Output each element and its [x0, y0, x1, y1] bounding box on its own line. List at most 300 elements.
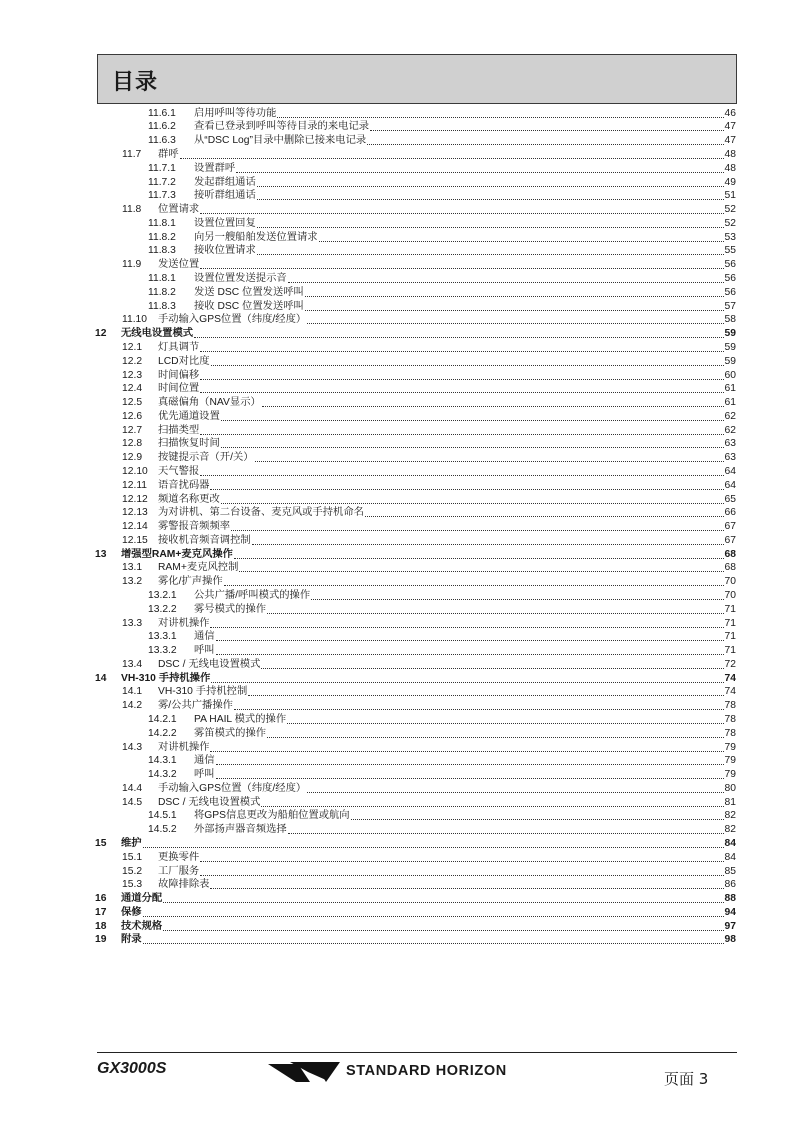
toc-entry-title: 通道分配	[121, 893, 163, 905]
toc-leader-dots	[267, 736, 723, 738]
toc-entry-page: 70	[724, 589, 736, 601]
toc-entry-title: 发起群组通话	[194, 176, 256, 188]
toc-entry-page: 60	[724, 369, 736, 381]
toc-entry[interactable]	[95, 202, 736, 216]
toc-entry[interactable]	[95, 244, 736, 258]
toc-entry-number: 12.4	[122, 383, 143, 395]
toc-entry-number: 12.15	[122, 534, 148, 546]
toc-entry-number: 14.5	[122, 796, 143, 808]
toc-entry[interactable]	[95, 451, 736, 465]
toc-entry[interactable]	[95, 230, 736, 244]
toc-entry-page: 59	[724, 341, 736, 353]
toc-entry[interactable]	[95, 478, 736, 492]
toc-entry[interactable]	[95, 368, 736, 382]
toc-entry-page: 64	[724, 465, 736, 477]
toc-leader-dots	[257, 185, 724, 187]
toc-entry-page: 79	[724, 741, 736, 753]
toc-leader-dots	[311, 598, 723, 600]
toc-entry[interactable]	[95, 630, 736, 644]
toc-leader-dots	[365, 515, 724, 517]
toc-entry-title: 附录	[121, 934, 142, 946]
toc-entry[interactable]	[95, 271, 736, 285]
toc-leader-dots	[305, 309, 724, 311]
toc-header-bar	[97, 54, 737, 104]
toc-entry-title: 公共广播/呼叫模式的操作	[194, 589, 311, 601]
toc-leader-dots	[307, 791, 723, 793]
toc-entry-page: 53	[724, 231, 736, 243]
toc-entry-number: 11.8.1	[148, 217, 176, 229]
toc-leader-dots	[216, 763, 724, 765]
toc-entry-number: 11.7	[122, 149, 142, 161]
toc-entry-page: 71	[724, 603, 736, 615]
toc-entry[interactable]	[95, 134, 736, 148]
toc-entry-page: 48	[724, 162, 736, 174]
toc-entry-number: 11.7.2	[148, 176, 176, 188]
toc-entry[interactable]	[95, 409, 736, 423]
toc-leader-dots	[200, 212, 723, 214]
toc-leader-dots	[261, 805, 723, 807]
toc-entry-number: 17	[95, 906, 107, 918]
toc-entry-number: 12.11	[122, 479, 148, 491]
toc-entry-number: 12.13	[122, 507, 148, 519]
toc-entry-page: 62	[724, 410, 736, 422]
toc-entry-number: 13.2	[122, 576, 143, 588]
toc-entry[interactable]	[95, 299, 736, 313]
toc-leader-dots	[163, 901, 723, 903]
toc-entry-page: 78	[724, 714, 736, 725]
toc-entry-number: 14.2	[122, 700, 143, 712]
toc-entry-page: 82	[724, 824, 736, 836]
toc-entry-page: 88	[724, 893, 736, 905]
toc-entry-page: 97	[724, 920, 736, 932]
toc-entry[interactable]	[95, 767, 736, 781]
toc-entry-page: 79	[724, 755, 736, 767]
toc-leader-dots	[194, 336, 723, 338]
toc-entry-title: 设置位置回复	[194, 217, 256, 229]
toc-entry-page: 52	[724, 204, 736, 216]
toc-entry[interactable]	[95, 740, 736, 754]
toc-entry-title: 接收机音频音调控制	[158, 534, 251, 546]
toc-entry[interactable]	[95, 313, 736, 327]
toc-entry-page: 63	[724, 452, 736, 464]
toc-entry[interactable]	[95, 588, 736, 602]
toc-entry[interactable]	[95, 189, 736, 203]
toc-leader-dots	[248, 694, 723, 696]
toc-entry-number: 15.2	[122, 865, 143, 877]
toc-entry-page: 74	[724, 672, 736, 684]
toc-leader-dots	[287, 722, 723, 724]
toc-entry[interactable]	[95, 437, 736, 451]
toc-entry[interactable]	[95, 575, 736, 589]
toc-entry-title: 增强型RAM+麦克风操作	[121, 548, 233, 560]
toc-entry-page: 98	[724, 934, 736, 946]
toc-entry[interactable]	[95, 823, 736, 837]
toc-entry[interactable]	[95, 850, 736, 864]
toc-entry-page: 52	[724, 217, 736, 229]
toc-entry-page: 64	[724, 479, 736, 491]
toc-leader-dots	[200, 378, 723, 380]
toc-entry-page: 71	[724, 645, 736, 657]
toc-entry-page: 47	[724, 135, 736, 147]
toc-leader-dots	[221, 502, 724, 504]
toc-leader-dots	[200, 874, 723, 876]
toc-leader-dots	[210, 626, 723, 628]
toc-entry[interactable]	[95, 120, 736, 134]
toc-entry-number: 16	[95, 893, 107, 905]
toc-entry[interactable]	[95, 836, 736, 850]
toc-entry-number: 18	[95, 920, 107, 932]
toc-entry[interactable]	[95, 519, 736, 533]
toc-entry[interactable]	[95, 809, 736, 823]
toc-entry-title: 天气警报	[158, 465, 200, 477]
toc-leader-dots	[210, 887, 723, 889]
toc-entry-number: 13.2.2	[148, 603, 177, 615]
toc-entry[interactable]	[95, 616, 736, 630]
toc-entry-title: LCD对比度	[158, 355, 210, 367]
toc-leader-dots	[257, 226, 724, 228]
toc-leader-dots	[288, 832, 724, 834]
toc-entry-title: 时间偏移	[158, 369, 200, 381]
toc-entry-page: 65	[724, 493, 736, 505]
toc-entry-title: 发送 DSC 位置发送呼叫	[194, 286, 304, 298]
toc-entry-page: 59	[724, 355, 736, 367]
toc-entry[interactable]	[95, 726, 736, 740]
toc-entry-number: 12.2	[122, 355, 143, 367]
toc-leader-dots	[180, 157, 724, 159]
toc-entry[interactable]	[95, 933, 736, 947]
toc-entry-title: 启用呼叫等待功能	[194, 107, 277, 119]
toc-entry[interactable]	[95, 657, 736, 671]
toc-entry-number: 11.7.1	[148, 162, 176, 174]
toc-leader-dots	[216, 653, 724, 655]
toc-entry-number: 15	[95, 838, 107, 850]
toc-entry-number: 14	[95, 672, 107, 684]
toc-leader-dots	[236, 171, 723, 173]
toc-entry-number: 12.10	[122, 465, 148, 477]
toc-leader-dots	[200, 433, 723, 435]
toc-entry[interactable]	[95, 285, 736, 299]
toc-leader-dots	[216, 777, 724, 779]
toc-leader-dots	[200, 267, 723, 269]
toc-leader-dots	[305, 295, 724, 297]
toc-entry-page: 67	[724, 534, 736, 546]
toc-entry-number: 11.7.3	[148, 190, 176, 202]
toc-entry[interactable]	[95, 754, 736, 768]
toc-entry-title: DSC / 无线电设置模式	[158, 658, 261, 670]
toc-entry[interactable]	[95, 547, 736, 561]
toc-entry[interactable]	[95, 326, 736, 340]
toc-leader-dots	[200, 391, 723, 393]
toc-entry[interactable]	[95, 506, 736, 520]
toc-entry-number: 12.6	[122, 410, 143, 422]
toc-entry-title: 优先通道设置	[158, 410, 220, 422]
toc-leader-dots	[252, 543, 724, 545]
toc-entry-page: 85	[724, 865, 736, 877]
toc-entry-title: 从“DSC Log”目录中删除已接来电记录	[194, 135, 367, 147]
toc-entry-page: 79	[724, 769, 736, 781]
toc-entry-title: VH-310 手持机控制	[158, 686, 248, 698]
toc-entry-title: 手动输入GPS位置（纬度/经度）	[158, 314, 307, 326]
toc-leader-dots	[319, 240, 724, 242]
toc-entry[interactable]	[95, 423, 736, 437]
toc-entry-page: 48	[724, 149, 736, 161]
toc-entry[interactable]	[95, 464, 736, 478]
toc-entry-title: 语音扰码器	[158, 479, 210, 491]
toc-entry-title: RAM+麦克风控制	[158, 562, 239, 574]
toc-entry-number: 14.5.2	[148, 824, 177, 836]
toc-entry-page: 63	[724, 438, 736, 450]
toc-leader-dots	[163, 929, 723, 931]
toc-entry-title: 群呼	[158, 149, 179, 161]
toc-entry-title: 通信	[194, 631, 215, 643]
toc-entry[interactable]	[95, 147, 736, 161]
toc-entry-title: 真磁偏角（NAV显示）	[158, 397, 261, 409]
toc-entry-page: 78	[724, 727, 736, 739]
toc-entry-number: 14.2.1	[148, 714, 177, 725]
toc-entry-number: 14.3	[122, 741, 143, 753]
toc-entry[interactable]	[95, 602, 736, 616]
toc-leader-dots	[367, 143, 723, 145]
toc-entry-number: 14.4	[122, 782, 143, 794]
toc-entry[interactable]	[95, 643, 736, 657]
toc-entry-number: 12.14	[122, 521, 148, 533]
toc-entry-number: 12.3	[122, 369, 143, 381]
toc-leader-dots	[261, 667, 723, 669]
toc-leader-dots	[210, 488, 723, 490]
toc-leader-dots	[221, 419, 724, 421]
toc-entry-page: 84	[724, 838, 736, 850]
toc-entry[interactable]	[95, 781, 736, 795]
toc-entry-number: 12.8	[122, 438, 143, 450]
toc-entry-number: 14.1	[122, 686, 143, 698]
toc-entry-number: 11.10	[122, 314, 148, 326]
toc-leader-dots	[239, 570, 723, 572]
toc-entry-page: 78	[724, 700, 736, 712]
toc-entry-title: 将GPS信息更改为船舶位置或航向	[194, 810, 350, 822]
toc-entry-number: 13.1	[122, 562, 143, 574]
toc-leader-dots	[288, 281, 724, 283]
toc-leader-dots	[200, 350, 723, 352]
toc-entry-page: 86	[724, 879, 736, 891]
toc-entry-page: 67	[724, 521, 736, 533]
toc-leader-dots	[211, 364, 724, 366]
toc-entry[interactable]	[95, 533, 736, 547]
toc-entry-number: 11.9	[122, 259, 142, 271]
toc-entry-page: 62	[724, 424, 736, 436]
toc-entry-title: 更换零件	[158, 851, 200, 863]
toc-leader-dots	[234, 708, 724, 710]
toc-entry-page: 46	[724, 107, 736, 119]
toc-entry-title: 呼叫	[194, 769, 215, 781]
toc-entry-title: 接听群组通话	[194, 190, 256, 202]
toc-entry-title: 雾号模式的操作	[194, 603, 267, 615]
toc-entry-title: 扫描恢复时间	[158, 438, 220, 450]
toc-entry-page: 68	[724, 562, 736, 574]
toc-entry-number: 14.3.1	[148, 755, 177, 767]
toc-entry-page: 72	[724, 658, 736, 670]
toc-entry-number: 12.12	[122, 493, 148, 505]
model-name: GX3000S	[97, 1060, 167, 1077]
toc-entry-title: 通信	[194, 755, 215, 767]
toc-entry-title: 工厂服务	[158, 865, 200, 877]
toc-entry-title: 频道名称更改	[158, 493, 220, 505]
toc-entry[interactable]	[95, 699, 736, 713]
toc-entry-number: 15.3	[122, 879, 143, 891]
toc-entry[interactable]	[95, 919, 736, 933]
toc-entry-page: 94	[724, 906, 736, 918]
toc-entry-page: 74	[724, 686, 736, 698]
toc-entry-page: 56	[724, 286, 736, 298]
footer-divider	[97, 1052, 737, 1053]
toc-entry-number: 14.5.1	[148, 810, 177, 822]
toc-leader-dots	[200, 474, 723, 476]
toc-entry-page: 68	[724, 548, 736, 560]
page-number: 页面 3	[664, 1070, 709, 1088]
toc-entry[interactable]	[95, 106, 736, 120]
toc-entry[interactable]	[95, 340, 736, 354]
toc-entry[interactable]	[95, 161, 736, 175]
toc-entry-number: 11.8.3	[148, 300, 176, 312]
toc-entry[interactable]	[95, 382, 736, 396]
toc-entry-number: 13.3.1	[148, 631, 177, 643]
toc-leader-dots	[216, 639, 724, 641]
toc-entry-number: 14.3.2	[148, 769, 177, 781]
toc-leader-dots	[262, 405, 724, 407]
toc-entry-title: DSC / 无线电设置模式	[158, 796, 261, 808]
toc-entry-number: 12.1	[122, 341, 143, 353]
toc-leader-dots	[351, 818, 724, 820]
toc-entry-page: 56	[724, 273, 736, 285]
toc-entry-title: 雾化/扩声操作	[158, 576, 223, 588]
toc-entry-title: 对讲机操作	[158, 741, 210, 753]
toc-entry[interactable]	[95, 891, 736, 905]
toc-entry-page: 71	[724, 617, 736, 629]
toc-entry-page: 49	[724, 176, 736, 188]
toc-entry-page: 61	[724, 383, 736, 395]
toc-leader-dots	[224, 584, 724, 586]
toc-entry-title: 时间位置	[158, 383, 200, 395]
toc-entry-title: 位置请求	[158, 204, 200, 216]
toc-leader-dots	[143, 915, 724, 917]
toc-entry-page: 56	[724, 259, 736, 271]
toc-entry-number: 12.9	[122, 452, 143, 464]
page-title: 目录	[112, 70, 159, 95]
toc-entry-page: 66	[724, 507, 736, 519]
toc-entry-number: 11.8	[122, 204, 142, 216]
toc-leader-dots	[143, 942, 724, 944]
toc-entry-title: VH-310 手持机操作	[121, 672, 211, 684]
toc-leader-dots	[143, 846, 724, 848]
toc-entry-title: 呼叫	[194, 645, 215, 657]
toc-entry[interactable]	[95, 175, 736, 189]
toc-entry[interactable]	[95, 354, 736, 368]
toc-entry-title: 设置群呼	[194, 162, 236, 174]
toc-leader-dots	[200, 860, 723, 862]
toc-entry-title: 雾笛模式的操作	[194, 727, 267, 739]
toc-entry-number: 13	[95, 548, 107, 560]
brand-name: STANDARD HORIZON	[346, 1063, 507, 1079]
toc-leader-dots	[267, 612, 723, 614]
toc-entry-number: 14.2.2	[148, 727, 177, 739]
toc-entry[interactable]	[95, 258, 736, 272]
toc-entry[interactable]	[95, 395, 736, 409]
toc-entry-title: 灯具调节	[158, 341, 200, 353]
toc-entry-page: 51	[724, 190, 736, 202]
toc-entry[interactable]	[95, 216, 736, 230]
toc-entry-page: 55	[724, 245, 736, 257]
toc-entry-title: 技术规格	[121, 920, 163, 932]
toc-entry-number: 11.6.2	[148, 121, 176, 133]
toc-leader-dots	[255, 460, 724, 462]
toc-entry-page: 58	[724, 314, 736, 326]
toc-entry-title: 接收位置请求	[194, 245, 256, 257]
toc-entry-number: 12.5	[122, 397, 143, 409]
toc-leader-dots	[210, 750, 723, 752]
toc-entry-title: 手动输入GPS位置（纬度/经度）	[158, 782, 307, 794]
toc-leader-dots	[257, 198, 724, 200]
toc-entry[interactable]	[95, 795, 736, 809]
toc-entry-page: 70	[724, 576, 736, 588]
toc-entry-title: 发送位置	[158, 259, 200, 271]
toc-leader-dots	[257, 253, 724, 255]
toc-entry-title: 维护	[121, 838, 142, 850]
toc-entry-title: 无线电设置模式	[121, 328, 194, 340]
toc-leader-dots	[307, 322, 723, 324]
toc-entry-title: 按键提示音（开/关）	[158, 452, 254, 464]
toc-entry-number: 11.8.1	[148, 273, 176, 285]
toc-entry[interactable]	[95, 492, 736, 506]
toc-entry-number: 11.8.3	[148, 245, 176, 257]
toc-entry-title: 向另一艘船舶发送位置请求	[194, 231, 318, 243]
toc-entry-page: 84	[724, 851, 736, 863]
toc-entry-number: 15.1	[122, 851, 143, 863]
toc-entry-number: 11.6.1	[148, 107, 176, 119]
toc-entry-number: 11.8.2	[148, 286, 176, 298]
toc-entry[interactable]	[95, 905, 736, 919]
toc-entry-page: 80	[724, 782, 736, 794]
toc-entry[interactable]	[95, 685, 736, 699]
toc-entry-title: 扫描类型	[158, 424, 200, 436]
toc-entry-page: 61	[724, 397, 736, 409]
toc-entry-number: 13.3.2	[148, 645, 177, 657]
toc-entry[interactable]	[95, 864, 736, 878]
toc-entry-number: 13.3	[122, 617, 143, 629]
toc-leader-dots	[370, 129, 723, 131]
toc-entry-title: 为对讲机、第二台设备、麦克风或手持机命名	[158, 507, 364, 519]
toc-entry-page: 82	[724, 810, 736, 822]
toc-entry-title: 保修	[121, 906, 142, 918]
toc-entry[interactable]	[95, 671, 736, 685]
toc-entry-title: 外部扬声器音频选择	[194, 824, 287, 836]
toc-entry-number: 13.4	[122, 658, 143, 670]
toc-entry[interactable]	[95, 712, 736, 726]
toc-leader-dots	[221, 446, 724, 448]
toc-entry-title: 雾警报音频频率	[158, 521, 231, 533]
toc-entry-title: 查看已登录到呼叫等待目录的来电记录	[194, 121, 370, 133]
toc-entry-number: 12	[95, 328, 107, 340]
toc-entry-number: 12.7	[122, 424, 143, 436]
toc-entry-title: 故障排除表	[158, 879, 210, 891]
toc-entry[interactable]	[95, 561, 736, 575]
toc-leader-dots	[234, 557, 724, 559]
toc-entry-title: 接收 DSC 位置发送呼叫	[194, 300, 304, 312]
toc-entry[interactable]	[95, 878, 736, 892]
toc-entry-number: 11.8.2	[148, 231, 176, 243]
toc-leader-dots	[211, 681, 723, 683]
toc-entry-page: 59	[724, 328, 736, 340]
toc-entry-page: 57	[724, 300, 736, 312]
toc-leader-dots	[277, 116, 723, 118]
